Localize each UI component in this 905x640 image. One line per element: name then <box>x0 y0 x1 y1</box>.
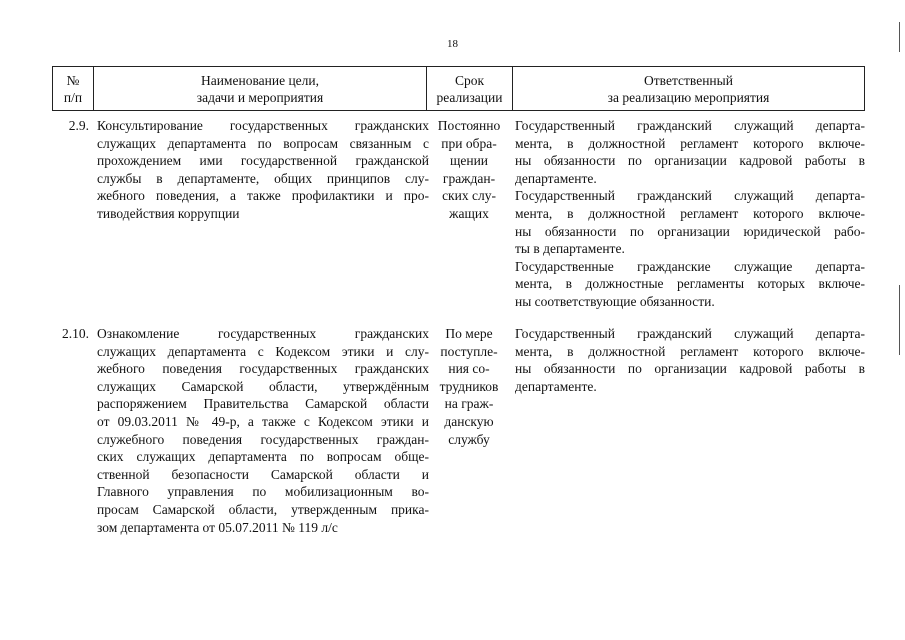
row-term-line: данскую <box>444 413 494 429</box>
header-resp-line: за реализацию мероприятия <box>607 89 770 105</box>
row-term-line: щении <box>449 153 489 169</box>
row-term-line: жащих <box>449 205 489 221</box>
row-name-line: служащих департамента с Кодексом этики и слу- <box>97 343 429 359</box>
header-responsible <box>513 67 864 110</box>
row-name-line: от 09.03.2011 № 49-р, а также с Кодексом этики и <box>97 413 429 429</box>
row-name-line: прохождением ими государственной гражданской <box>97 153 429 169</box>
margin-line-middle <box>899 285 900 355</box>
table-row <box>52 325 865 536</box>
row-number: 2.10. <box>62 326 89 341</box>
row-resp-line: ны обязанности по организации кадровой работы в <box>515 361 865 377</box>
row-name-line: Главного управления по мобилизационным во- <box>97 484 429 500</box>
row-name-line: жебного поведения государственных гражданских <box>97 361 429 377</box>
row-term-line: ских слу- <box>442 188 496 204</box>
row-resp-line: Государственный гражданский служащий департа- <box>515 188 865 204</box>
row-resp-line: Государственный гражданский служащий департа- <box>515 118 865 133</box>
row-resp-line: ны соответствующие обязанности. <box>515 293 715 309</box>
row-number: 2.9. <box>68 118 89 133</box>
header-term-line: Срок <box>454 72 485 88</box>
row-responsible <box>509 325 865 536</box>
header-resp-line: Ответственный <box>644 72 733 88</box>
row-name-line: службы в департаменте, общих принципов слу- <box>97 170 429 186</box>
header-num-line: № <box>66 72 80 88</box>
row-name-line: тиводействия коррупции <box>97 205 240 221</box>
row-name-line: служащих департамента по вопросам связанным с <box>97 135 429 151</box>
row-name-line: служащих Самарской области, утверждённым <box>97 378 429 394</box>
row-responsible <box>509 117 865 311</box>
table-row <box>52 117 865 311</box>
row-resp-line: мента, в должностной регламент которого включе- <box>515 205 865 221</box>
row-term-line: трудников <box>439 378 499 394</box>
row-resp-line: мента, в должностной регламент которого включе- <box>515 135 865 151</box>
row-name <box>93 325 429 536</box>
header-term <box>427 67 513 110</box>
header-num-line: п/п <box>63 89 83 105</box>
row-resp-line: мента, в должностные регламенты которых включе- <box>515 276 865 292</box>
row-resp-line: мента, в должностной регламент которого включе- <box>515 343 865 359</box>
row-name-line: зом департамента от 05.07.2011 № 119 л/с <box>97 519 338 535</box>
row-resp-line: ты в департаменте. <box>515 241 625 257</box>
row-term-line: поступле- <box>440 343 498 359</box>
header-name <box>94 67 427 110</box>
row-name-line: ских служащих департамента по вопросам обще- <box>97 449 429 465</box>
row-term <box>429 325 509 536</box>
row-term-line: на граж- <box>444 396 494 412</box>
row-resp-line: департаменте. <box>515 170 597 186</box>
row-name-line: распоряжением Правительства Самарской области <box>97 396 429 412</box>
table-header <box>52 66 865 111</box>
row-term <box>429 117 509 311</box>
row-resp-line: Государственные гражданские служащие департа- <box>515 258 865 274</box>
header-num <box>53 67 94 110</box>
row-name-line: просам Самарской области, утвержденным прика- <box>97 501 429 517</box>
row-resp-line: департаменте. <box>515 378 597 394</box>
row-resp-line: ны обязанности по организации юридической рабо- <box>515 223 865 239</box>
header-name-line: Наименование цели, <box>200 72 320 88</box>
page-number: 18 <box>447 38 458 50</box>
row-term-line: По мере <box>445 326 493 341</box>
row-term-line: граждан- <box>442 170 496 186</box>
row-term-line: при обра- <box>441 135 497 151</box>
row-name <box>93 117 429 311</box>
row-term-line: службу <box>448 431 490 447</box>
header-term-line: реализации <box>436 89 503 105</box>
row-term-line: ния со- <box>448 361 490 377</box>
margin-line-top <box>899 22 900 52</box>
row-name-line: ственной безопасности Самарской области и <box>97 466 429 482</box>
row-term-line: Постоянно <box>437 118 501 133</box>
row-resp-line: ны обязанности по организации кадровой работы в <box>515 153 865 169</box>
row-name-line: жебного поведения, а также профилактики и про- <box>97 188 429 204</box>
row-name-line: Консультирование государственных гражданских <box>97 118 429 133</box>
row-name-line: служебного поведения государственных граждан- <box>97 431 429 447</box>
row-resp-line: Государственный гражданский служащий департа- <box>515 326 865 341</box>
row-name-line: Ознакомление государственных гражданских <box>97 326 429 341</box>
header-name-line: задачи и мероприятия <box>196 89 324 105</box>
